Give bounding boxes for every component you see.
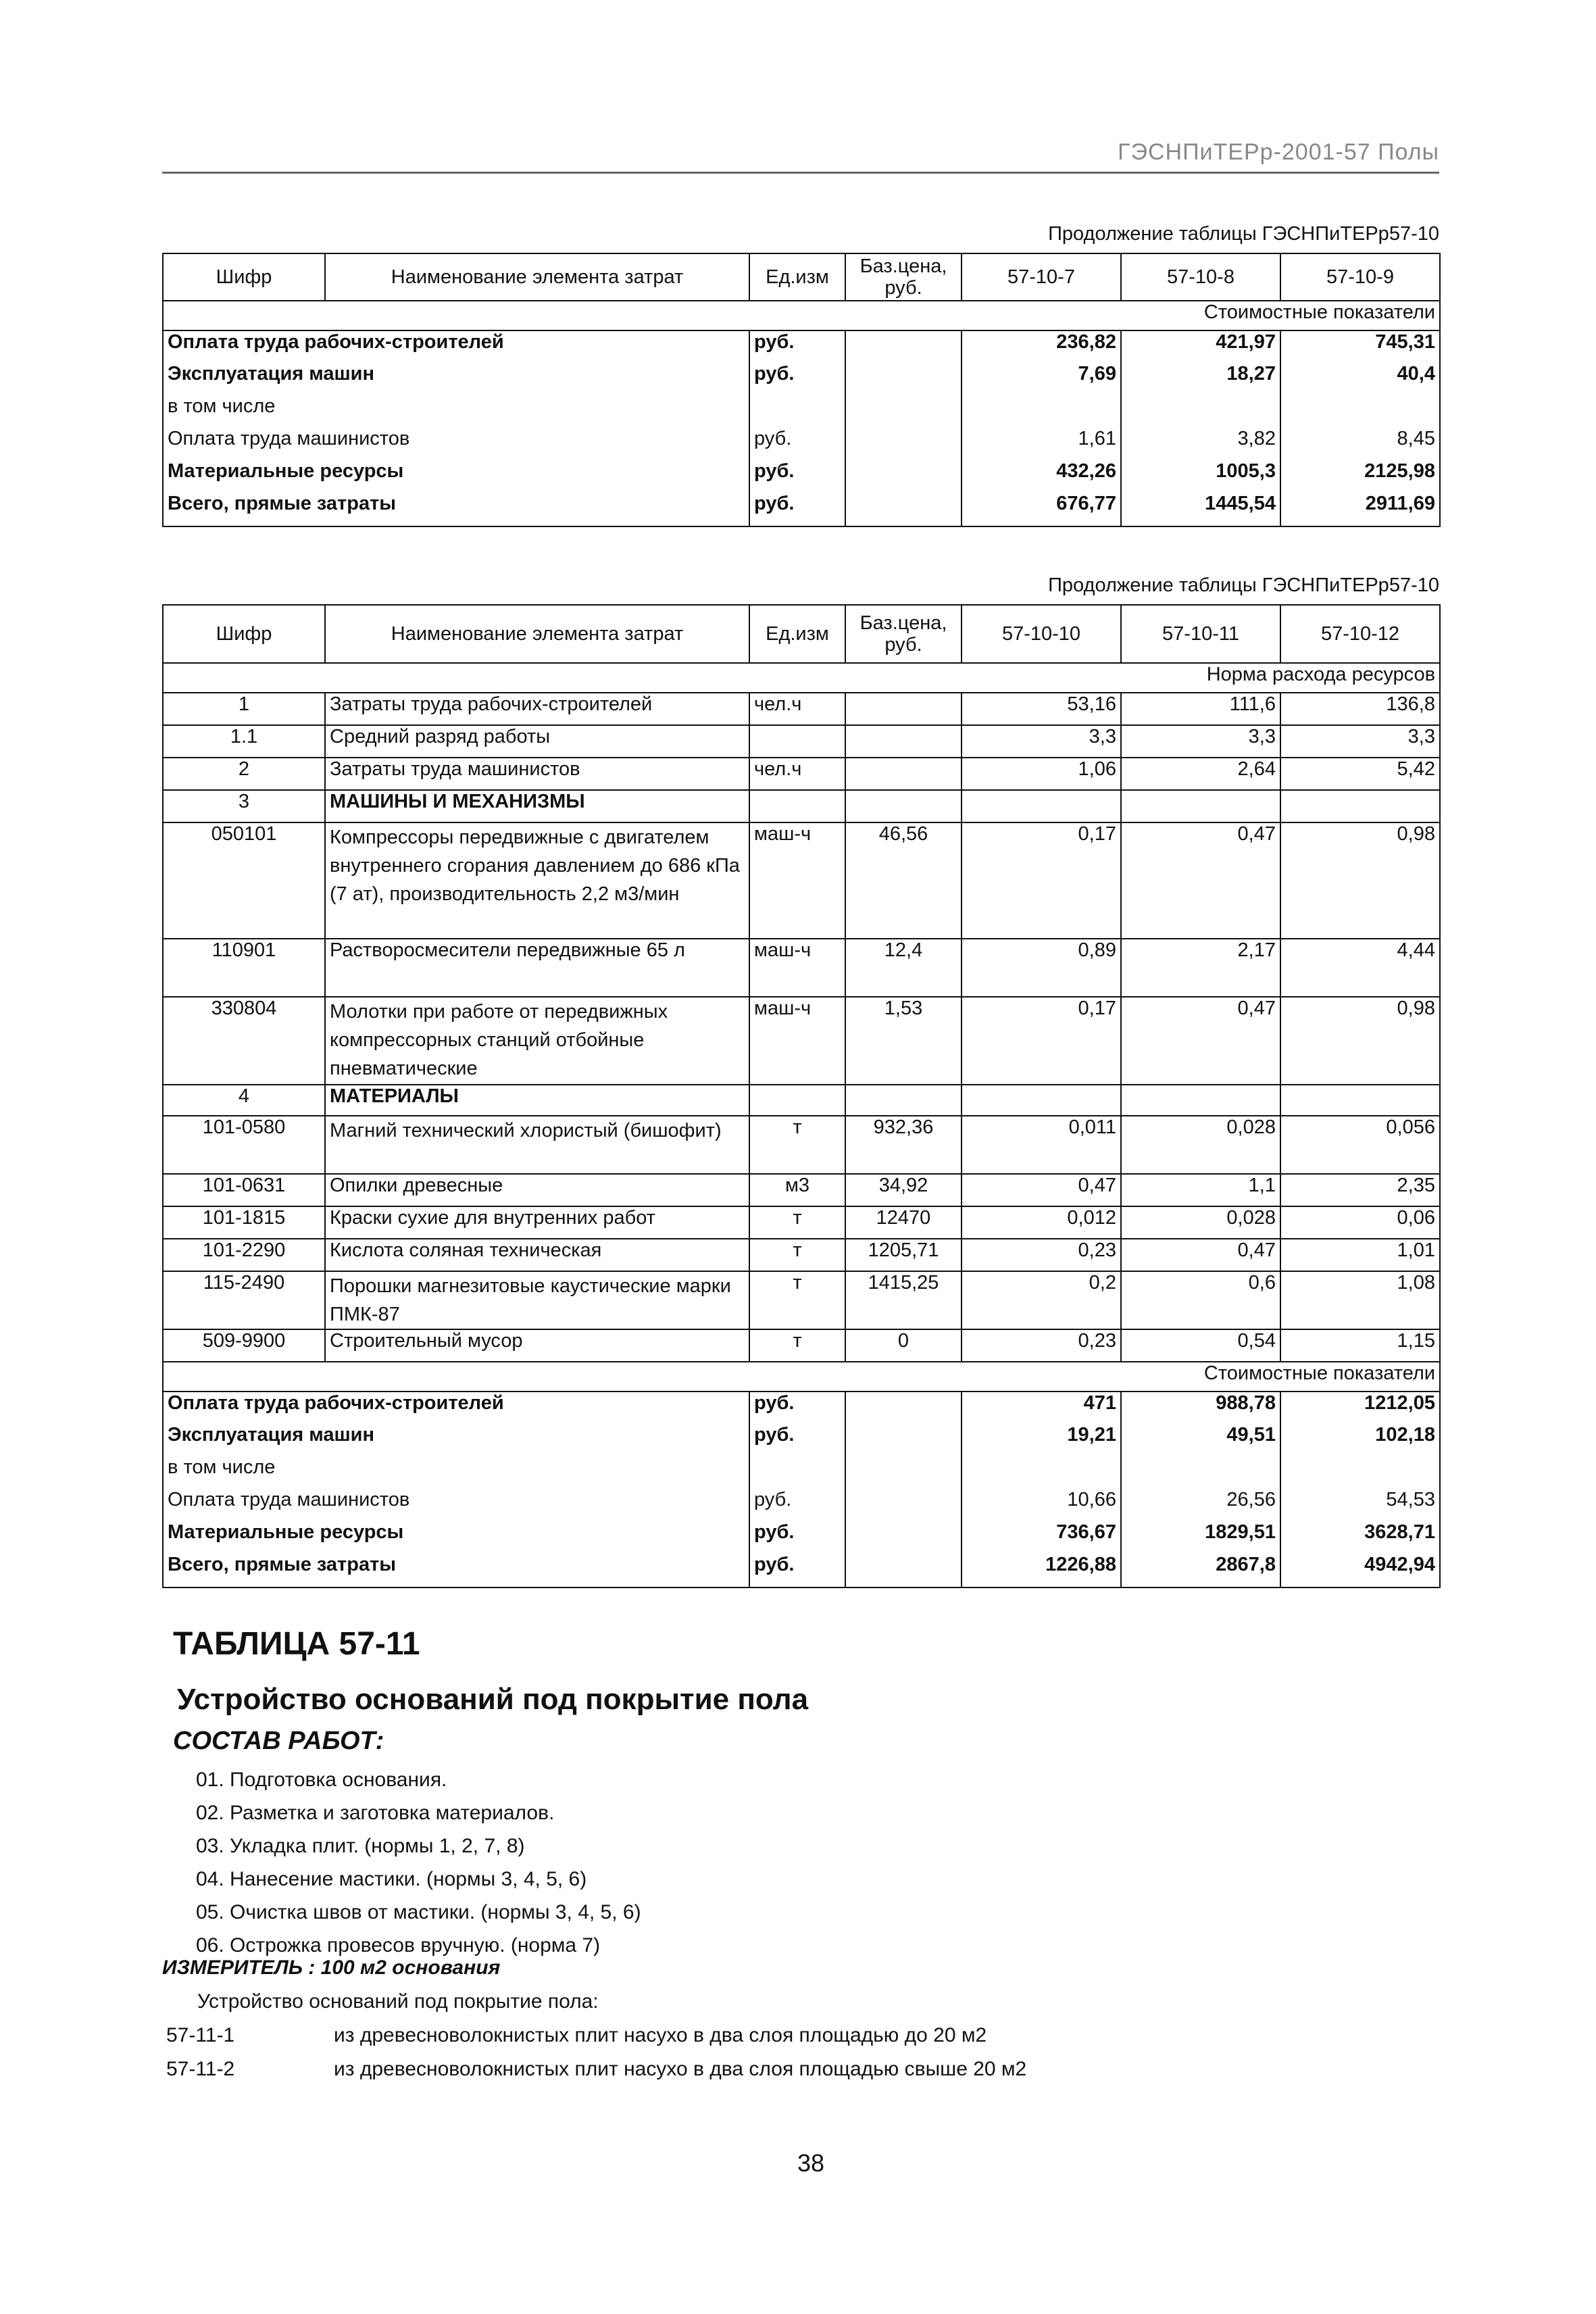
value-a: 53,16 [962, 693, 1121, 725]
value-b: 0,47 [1121, 1239, 1280, 1271]
row-code: 509-9900 [163, 1329, 325, 1362]
row-name: Затраты труда машинистов [325, 758, 749, 790]
row-unit: маш-ч [749, 997, 845, 1085]
value-a: 471 [962, 1392, 1121, 1424]
row-price: 46,56 [845, 822, 962, 939]
col-code-header: Шифр [163, 253, 325, 301]
value-b: 2,64 [1121, 758, 1280, 790]
value-a: 19,21 [962, 1424, 1121, 1456]
item-desc: из древесноволокнистых плит насухо в два слоя площадью до 20 м2 [334, 2024, 987, 2046]
value-b: 49,51 [1121, 1424, 1280, 1456]
section-label: Стоимостные показатели [163, 301, 1440, 330]
cost-name: Оплата труда машинистов [163, 428, 749, 460]
value-a: 0,17 [962, 997, 1121, 1085]
cost-name: Эксплуатация машин [163, 1424, 749, 1456]
cost-name: в том числе [163, 1456, 749, 1489]
row-code: 4 [163, 1085, 325, 1116]
value-b: 0,47 [1121, 822, 1280, 939]
item-code: 57-11-2 [166, 2058, 235, 2080]
value-a: 0,17 [962, 822, 1121, 939]
work-heading: СОСТАВ РАБОТ: [173, 1727, 384, 1755]
value-a: 0,23 [962, 1329, 1121, 1362]
value-a: 736,67 [962, 1521, 1121, 1554]
row-unit: т [749, 1329, 845, 1362]
row-code: 2 [163, 758, 325, 790]
row-unit: маш-ч [749, 939, 845, 997]
row-name: Порошки магнезитовые каустические марки ПМК-87 [325, 1271, 749, 1329]
work-item: 02. Разметка и заготовка материалов. [196, 1802, 555, 1824]
row-code: 1.1 [163, 725, 325, 758]
row-unit: т [749, 1271, 845, 1329]
row-price: 1,53 [845, 997, 962, 1085]
value-a: 432,26 [962, 460, 1121, 493]
table2-header-row [163, 605, 1440, 663]
value-a: 7,69 [962, 363, 1121, 395]
row-code: 050101 [163, 822, 325, 939]
col-c-header: 57-10-12 [1280, 605, 1440, 663]
table-row [163, 1329, 1440, 1362]
cost-unit: руб. [749, 330, 845, 363]
cost-unit: руб. [749, 363, 845, 395]
row-unit: чел.ч [749, 758, 845, 790]
row-unit [749, 725, 845, 758]
row-code: 101-1815 [163, 1206, 325, 1239]
work-item: 03. Укладка плит. (нормы 1, 2, 7, 8) [196, 1835, 525, 1857]
measure-unit: ИЗМЕРИТЕЛЬ : 100 м2 основания [162, 1956, 501, 1979]
cost-name: Оплата труда рабочих-строителей [163, 330, 749, 363]
value-b: 0,47 [1121, 997, 1280, 1085]
row-code: 101-0631 [163, 1174, 325, 1206]
row-name: Средний разряд работы [325, 725, 749, 758]
value-c: 2,35 [1280, 1174, 1440, 1206]
row-name: Строительный мусор [325, 1329, 749, 1362]
col-price-header: Баз.цена, руб. [845, 253, 962, 301]
col-price-header: Баз.цена, руб. [845, 605, 962, 663]
value-b: 2867,8 [1121, 1554, 1280, 1587]
value-c: 102,18 [1280, 1424, 1440, 1456]
value-b: 18,27 [1121, 363, 1280, 395]
cost-name: Материальные ресурсы [163, 460, 749, 493]
col-name-header: Наименование элемента затрат [325, 253, 749, 301]
value-c: 2125,98 [1280, 460, 1440, 493]
table-row [163, 1456, 1440, 1489]
cost-unit: руб. [749, 1554, 845, 1587]
row-name: Растворосмесители передвижные 65 л [325, 939, 749, 997]
table-row [163, 363, 1440, 395]
row-name: Молотки при работе от передвижных компрессорных станций отбойные пневматические [325, 997, 749, 1085]
value-a: 1,61 [962, 428, 1121, 460]
table-row [163, 493, 1440, 526]
table-title: ТАБЛИЦА 57-11 [173, 1626, 420, 1662]
value-a: 10,66 [962, 1489, 1121, 1521]
value-c: 1212,05 [1280, 1392, 1440, 1424]
col-name-header: Наименование элемента затрат [325, 605, 749, 663]
value-b: 0,54 [1121, 1329, 1280, 1362]
value-c: 136,8 [1280, 693, 1440, 725]
col-a-header: 57-10-7 [962, 253, 1121, 301]
cost-unit: руб. [749, 1392, 845, 1424]
cost-unit: руб. [749, 1521, 845, 1554]
row-price: 1415,25 [845, 1271, 962, 1329]
table-row [163, 1085, 1440, 1116]
cost-name: Эксплуатация машин [163, 363, 749, 395]
value-a: 0,89 [962, 939, 1121, 997]
value-c: 1,15 [1280, 1329, 1440, 1362]
table-row [163, 939, 1440, 997]
table1-section-row [163, 301, 1440, 330]
value-c: 0,06 [1280, 1206, 1440, 1239]
col-unit-header: Ед.изм [749, 253, 845, 301]
value-a: 676,77 [962, 493, 1121, 526]
work-item: 05. Очистка швов от мастики. (нормы 3, 4, 5, 6) [196, 1901, 641, 1923]
value-b: 3,82 [1121, 428, 1280, 460]
value-b: 1,1 [1121, 1174, 1280, 1206]
table-row [163, 1424, 1440, 1456]
table-row [163, 395, 1440, 428]
table-row [163, 725, 1440, 758]
value-c: 54,53 [1280, 1489, 1440, 1521]
value-a: 0,2 [962, 1271, 1121, 1329]
section-label: Норма расхода ресурсов [163, 663, 1440, 693]
work-item: 06. Острожка провесов вручную. (норма 7) [196, 1934, 601, 1956]
row-code: 3 [163, 790, 325, 822]
value-a: 236,82 [962, 330, 1121, 363]
row-price: 34,92 [845, 1174, 962, 1206]
table-row [163, 1239, 1440, 1271]
section-label: Стоимостные показатели [163, 1362, 1440, 1392]
value-c: 0,056 [1280, 1116, 1440, 1174]
row-price [845, 725, 962, 758]
row-unit: т [749, 1206, 845, 1239]
value-b: 0,028 [1121, 1206, 1280, 1239]
row-code: 110901 [163, 939, 325, 997]
table-subtitle: Устройство оснований под покрытие пола [177, 1683, 809, 1716]
page-number: 38 [797, 2149, 825, 2177]
cost-name: Всего, прямые затраты [163, 1554, 749, 1587]
table-row [163, 1554, 1440, 1587]
row-code: 101-2290 [163, 1239, 325, 1271]
cost-name: в том числе [163, 395, 749, 428]
value-c: 0,98 [1280, 997, 1440, 1085]
value-a: 0,011 [962, 1116, 1121, 1174]
row-unit: маш-ч [749, 822, 845, 939]
row-price [845, 758, 962, 790]
row-price: 1205,71 [845, 1239, 962, 1271]
cost-unit: руб. [749, 428, 845, 460]
cost-name: Оплата труда рабочих-строителей [163, 1392, 749, 1424]
row-name: Компрессоры передвижные с двигателем внутреннего сгорания давлением до 686 кПа (7 ат), производительность 2,2 м3/мин [325, 822, 749, 939]
row-price: 0 [845, 1329, 962, 1362]
table-row [163, 790, 1440, 822]
header-rule [162, 172, 1439, 174]
row-code: 1 [163, 693, 325, 725]
row-code: 101-0580 [163, 1116, 325, 1174]
row-code: 330804 [163, 997, 325, 1085]
cost-name: Оплата труда машинистов [163, 1489, 749, 1521]
table-row [163, 1271, 1440, 1329]
table-row [163, 693, 1440, 725]
table-row [163, 428, 1440, 460]
value-a: 0,47 [962, 1174, 1121, 1206]
value-b: 0,6 [1121, 1271, 1280, 1329]
value-b: 1005,3 [1121, 460, 1280, 493]
row-unit: м3 [749, 1174, 845, 1206]
cost-unit: руб. [749, 460, 845, 493]
value-b: 2,17 [1121, 939, 1280, 997]
value-a: 3,3 [962, 725, 1121, 758]
table1 [162, 253, 1441, 527]
running-header: ГЭСНПиТЕРр-2001-57 Полы [1118, 139, 1439, 165]
value-b: 3,3 [1121, 725, 1280, 758]
row-name: Краски сухие для внутренних работ [325, 1206, 749, 1239]
work-item: 01. Подготовка основания. [196, 1769, 447, 1791]
table-row [163, 330, 1440, 363]
cost-unit: руб. [749, 1489, 845, 1521]
table-row [163, 1116, 1440, 1174]
table1-header-row [163, 253, 1440, 301]
value-b: 1829,51 [1121, 1521, 1280, 1554]
value-b: 26,56 [1121, 1489, 1280, 1521]
value-c: 2911,69 [1280, 493, 1440, 526]
value-c: 1,08 [1280, 1271, 1440, 1329]
value-c: 1,01 [1280, 1239, 1440, 1271]
row-price: 932,36 [845, 1116, 962, 1174]
row-name: Опилки древесные [325, 1174, 749, 1206]
table1-caption: Продолжение таблицы ГЭСНПиТЕРр57-10 [1048, 223, 1439, 245]
col-a-header: 57-10-10 [962, 605, 1121, 663]
value-b: 1445,54 [1121, 493, 1280, 526]
row-price: 12,4 [845, 939, 962, 997]
cost-unit: руб. [749, 1424, 845, 1456]
intro-text: Устройство оснований под покрытие пола: [197, 1990, 599, 2013]
value-b: 0,028 [1121, 1116, 1280, 1174]
item-code: 57-11-1 [166, 2024, 235, 2046]
table-row [163, 1489, 1440, 1521]
table-row [163, 1206, 1440, 1239]
cost-unit: руб. [749, 493, 845, 526]
row-name: Затраты труда рабочих-строителей [325, 693, 749, 725]
row-code: 115-2490 [163, 1271, 325, 1329]
table-row [163, 758, 1440, 790]
row-unit: т [749, 1116, 845, 1174]
value-c: 5,42 [1280, 758, 1440, 790]
table2-cost-section-row [163, 1362, 1440, 1392]
table2 [162, 604, 1441, 1588]
col-b-header: 57-10-11 [1121, 605, 1280, 663]
row-unit: чел.ч [749, 693, 845, 725]
table2-caption: Продолжение таблицы ГЭСНПиТЕРр57-10 [1048, 574, 1439, 596]
work-item: 04. Нанесение мастики. (нормы 3, 4, 5, 6) [196, 1868, 587, 1890]
value-c: 3,3 [1280, 725, 1440, 758]
value-b: 988,78 [1121, 1392, 1280, 1424]
table-row [163, 997, 1440, 1085]
table-row [163, 1521, 1440, 1554]
value-c: 0,98 [1280, 822, 1440, 939]
value-a: 0,23 [962, 1239, 1121, 1271]
value-c: 745,31 [1280, 330, 1440, 363]
value-c: 3628,71 [1280, 1521, 1440, 1554]
value-a: 0,012 [962, 1206, 1121, 1239]
value-a: 1,06 [962, 758, 1121, 790]
cost-name: Материальные ресурсы [163, 1521, 749, 1554]
row-price [845, 693, 962, 725]
value-c: 4,44 [1280, 939, 1440, 997]
row-name: МАТЕРИАЛЫ [325, 1085, 749, 1116]
table-row [163, 1392, 1440, 1424]
row-name: Магний технический хлористый (бишофит) [325, 1116, 749, 1174]
row-name: Кислота соляная техническая [325, 1239, 749, 1271]
table-row [163, 1174, 1440, 1206]
row-price: 12470 [845, 1206, 962, 1239]
table-row [163, 460, 1440, 493]
value-b: 421,97 [1121, 330, 1280, 363]
value-c: 40,4 [1280, 363, 1440, 395]
item-desc: из древесноволокнистых плит насухо в два слоя площадью свыше 20 м2 [334, 2058, 1027, 2080]
value-b: 111,6 [1121, 693, 1280, 725]
col-b-header: 57-10-8 [1121, 253, 1280, 301]
table2-norm-section-row [163, 663, 1440, 693]
value-a: 1226,88 [962, 1554, 1121, 1587]
table-row [163, 822, 1440, 939]
col-code-header: Шифр [163, 605, 325, 663]
row-unit: т [749, 1239, 845, 1271]
col-c-header: 57-10-9 [1280, 253, 1440, 301]
row-name: МАШИНЫ И МЕХАНИЗМЫ [325, 790, 749, 822]
value-c: 4942,94 [1280, 1554, 1440, 1587]
value-c: 8,45 [1280, 428, 1440, 460]
cost-name: Всего, прямые затраты [163, 493, 749, 526]
col-unit-header: Ед.изм [749, 605, 845, 663]
